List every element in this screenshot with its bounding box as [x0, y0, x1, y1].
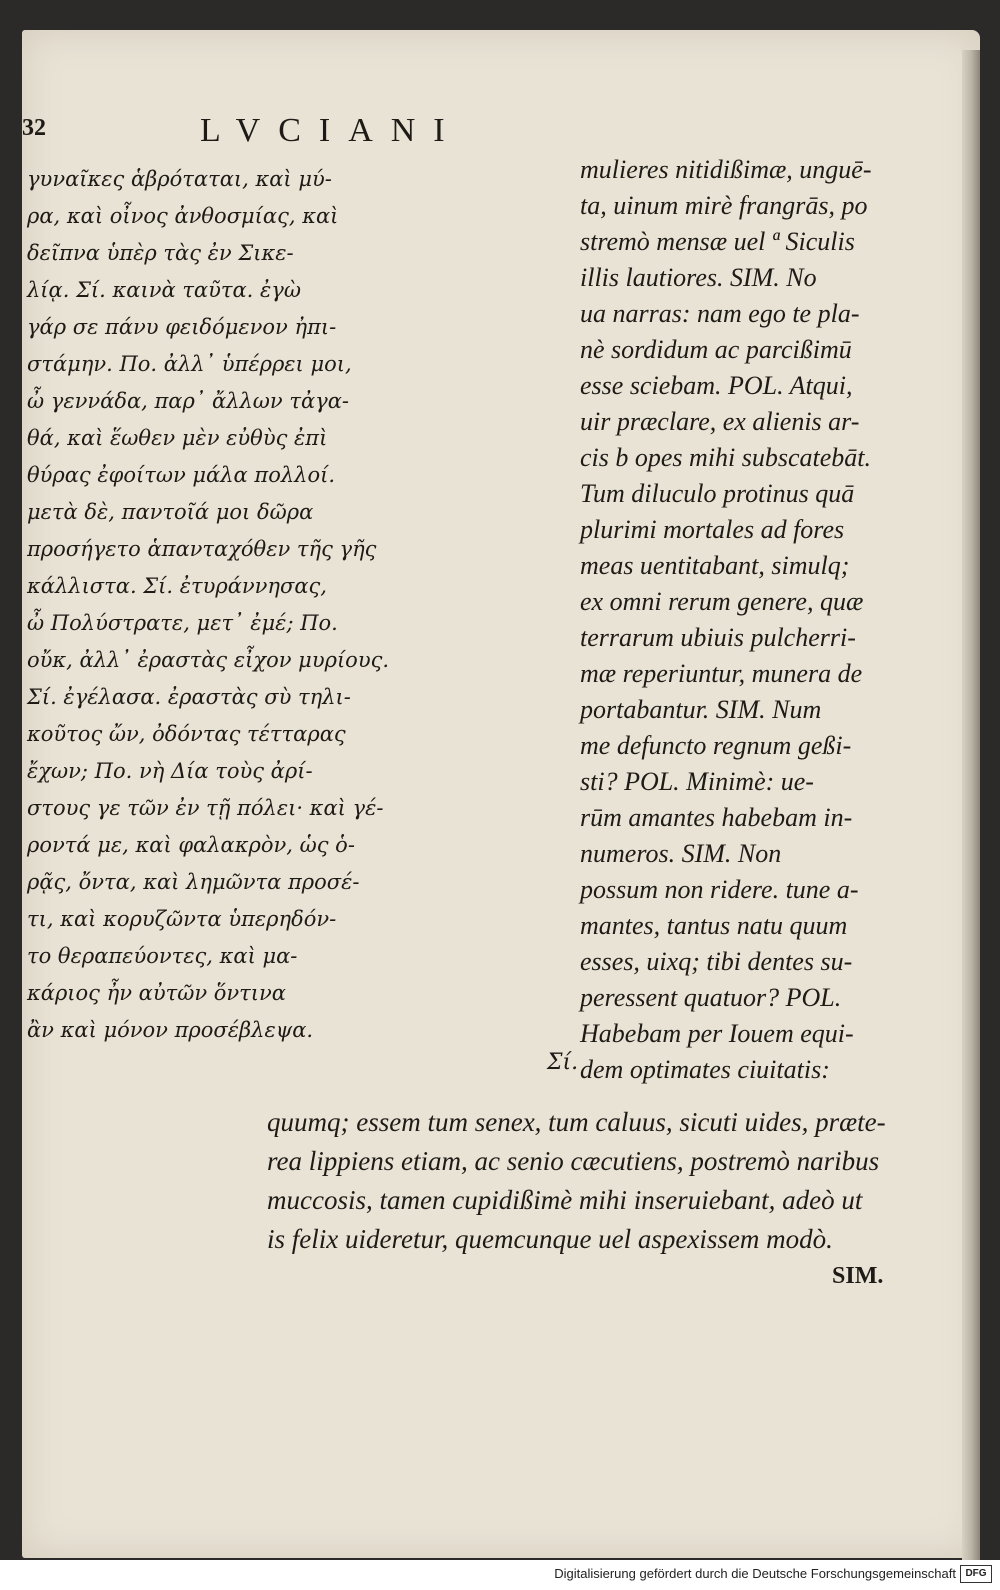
latin-line: portabantur. SIM. Num: [580, 695, 822, 724]
greek-line: λίᾳ. Σί. καινὰ ταῦτα. ἐγὼ: [27, 278, 301, 302]
greek-line: ρα, καὶ οἶνος ἀνθοσμίας, καὶ: [27, 204, 339, 228]
greek-line: ἂν καὶ μόνον προσέβλεψα.: [27, 1018, 314, 1042]
latin-line: dem optimates ciuitatis:: [580, 1055, 830, 1084]
latin-line: sti? POL. Minimè: ue-: [580, 767, 814, 796]
latin-line: me defuncto regnum geßi-: [580, 731, 852, 760]
full-width-line: rea lippiens etiam, ac senio cæcutiens, postremò naribus: [267, 1146, 880, 1176]
latin-line: numeros. SIM. Non: [580, 839, 782, 868]
greek-line: στους γε τῶν ἐν τῇ πόλει· καὶ γέ-: [27, 796, 384, 820]
greek-line: κάριος ἦν αὐτῶν ὅντινα: [27, 981, 286, 1005]
latin-line: ta, uinum mirè frangrās, po: [580, 191, 868, 220]
greek-line: θά, καὶ ἕωθεν μὲν εὐθὺς ἐπὶ: [27, 426, 328, 450]
page-edge: [962, 50, 980, 1560]
book-page: [22, 30, 980, 1558]
latin-line: Tum diluculo protinus quā: [580, 479, 855, 508]
greek-line: κάλλιστα. Σί. ἐτυράννησας,: [27, 574, 327, 598]
latin-line: cis b opes mihi subscatebāt.: [580, 443, 872, 472]
greek-line: ἔχων; Πο. νὴ Δία τοὺς ἀρί-: [27, 759, 313, 783]
greek-line: ρᾷς, ὄντα, καὶ λημῶντα προσέ-: [27, 870, 360, 894]
greek-line: μετὰ δὲ, παντοῖά μοι δῶρα: [27, 500, 314, 524]
latin-line: stremò mensæ uel ª Siculis: [580, 227, 855, 256]
latin-line: uir præclare, ex alienis ar-: [580, 407, 860, 436]
latin-line: illis lautiores. SIM. No: [580, 263, 817, 292]
latin-line: terrarum ubiuis pulcherri-: [580, 623, 856, 652]
dfg-logo-icon: DFG: [960, 1565, 992, 1583]
greek-line: ὦ γεννάδα, παρ᾽ ἄλλων τἀγα-: [27, 389, 350, 413]
footer-bar: [0, 1560, 1000, 1590]
greek-line: το θεραπεύοντες, καὶ μα-: [27, 944, 298, 968]
latin-line: meas uentitabant, simulq;: [580, 551, 850, 580]
latin-line: mulieres nitidißimæ, unguē-: [580, 155, 872, 184]
latin-line: possum non ridere. tune a-: [580, 875, 859, 904]
greek-line: ροντά με, καὶ φαλακρὸν, ὡς ὁ-: [27, 833, 355, 857]
latin-line: peressent quatuor? POL.: [580, 983, 842, 1012]
latin-line: ua narras: nam ego te pla-: [580, 299, 860, 328]
greek-line: προσήγετο ἁπανταχόθεν τῆς γῆς: [27, 537, 377, 561]
full-width-line: quumq; essem tum senex, tum caluus, sicuti uides, præte-: [267, 1107, 886, 1137]
greek-line: κοῦτος ὤν, ὀδόντας τέτταρας: [27, 722, 346, 746]
greek-line: οὔκ, ἀλλ᾽ ἐραστὰς εἶχον μυρίους.: [27, 648, 390, 672]
latin-line: plurimi mortales ad fores: [580, 515, 845, 544]
full-width-line: is felix uideretur, quemcunque uel aspexissem modò.: [267, 1224, 833, 1254]
running-head: LVCIANI: [200, 112, 463, 149]
latin-line: esses, uixq; tibi dentes su-: [580, 947, 853, 976]
folio-number: 32: [22, 115, 46, 141]
greek-line: γάρ σε πάνυ φειδόμενον ἠπι-: [27, 315, 337, 339]
greek-line: γυναῖκες ἁβρόταται, καὶ μύ-: [27, 167, 332, 191]
latin-line: rūm amantes habebam in-: [580, 803, 853, 832]
latin-line: ex omni rerum genere, quæ: [580, 587, 864, 616]
full-width-line: muccosis, tamen cupidißimè mihi inseruiebant, adeò ut: [267, 1185, 863, 1215]
greek-line: δεῖπνα ὑπὲρ τὰς ἐν Σικε-: [27, 241, 294, 265]
greek-line: Σί. ἐγέλασα. ἐραστὰς σὺ τηλι-: [27, 685, 351, 709]
catchword: SIM.: [832, 1263, 884, 1289]
latin-line: nè sordidum ac parcißimū: [580, 335, 852, 364]
greek-line: τι, καὶ κορυζῶντα ὑπερηδόν-: [27, 907, 337, 931]
latin-line: mantes, tantus natu quum: [580, 911, 848, 940]
latin-line: Habebam per Iouem equi-: [580, 1019, 854, 1048]
latin-line: mæ reperiuntur, munera de: [580, 659, 863, 688]
latin-line: esse sciebam. POL. Atqui,: [580, 371, 853, 400]
greek-line: θύρας ἐφοίτων μάλα πολλοί.: [27, 463, 336, 487]
greek-line: στάμην. Πο. ἀλλ᾽ ὑπέρρει μοι,: [27, 352, 352, 376]
funding-credit: Digitalisierung gefördert durch die Deutsche Forschungsgemeinschaft: [554, 1566, 956, 1581]
speaker-sigla: Σί.: [547, 1050, 579, 1075]
greek-line: ὦ Πολύστρατε, μετ᾽ ἐμέ; Πο.: [27, 611, 338, 635]
